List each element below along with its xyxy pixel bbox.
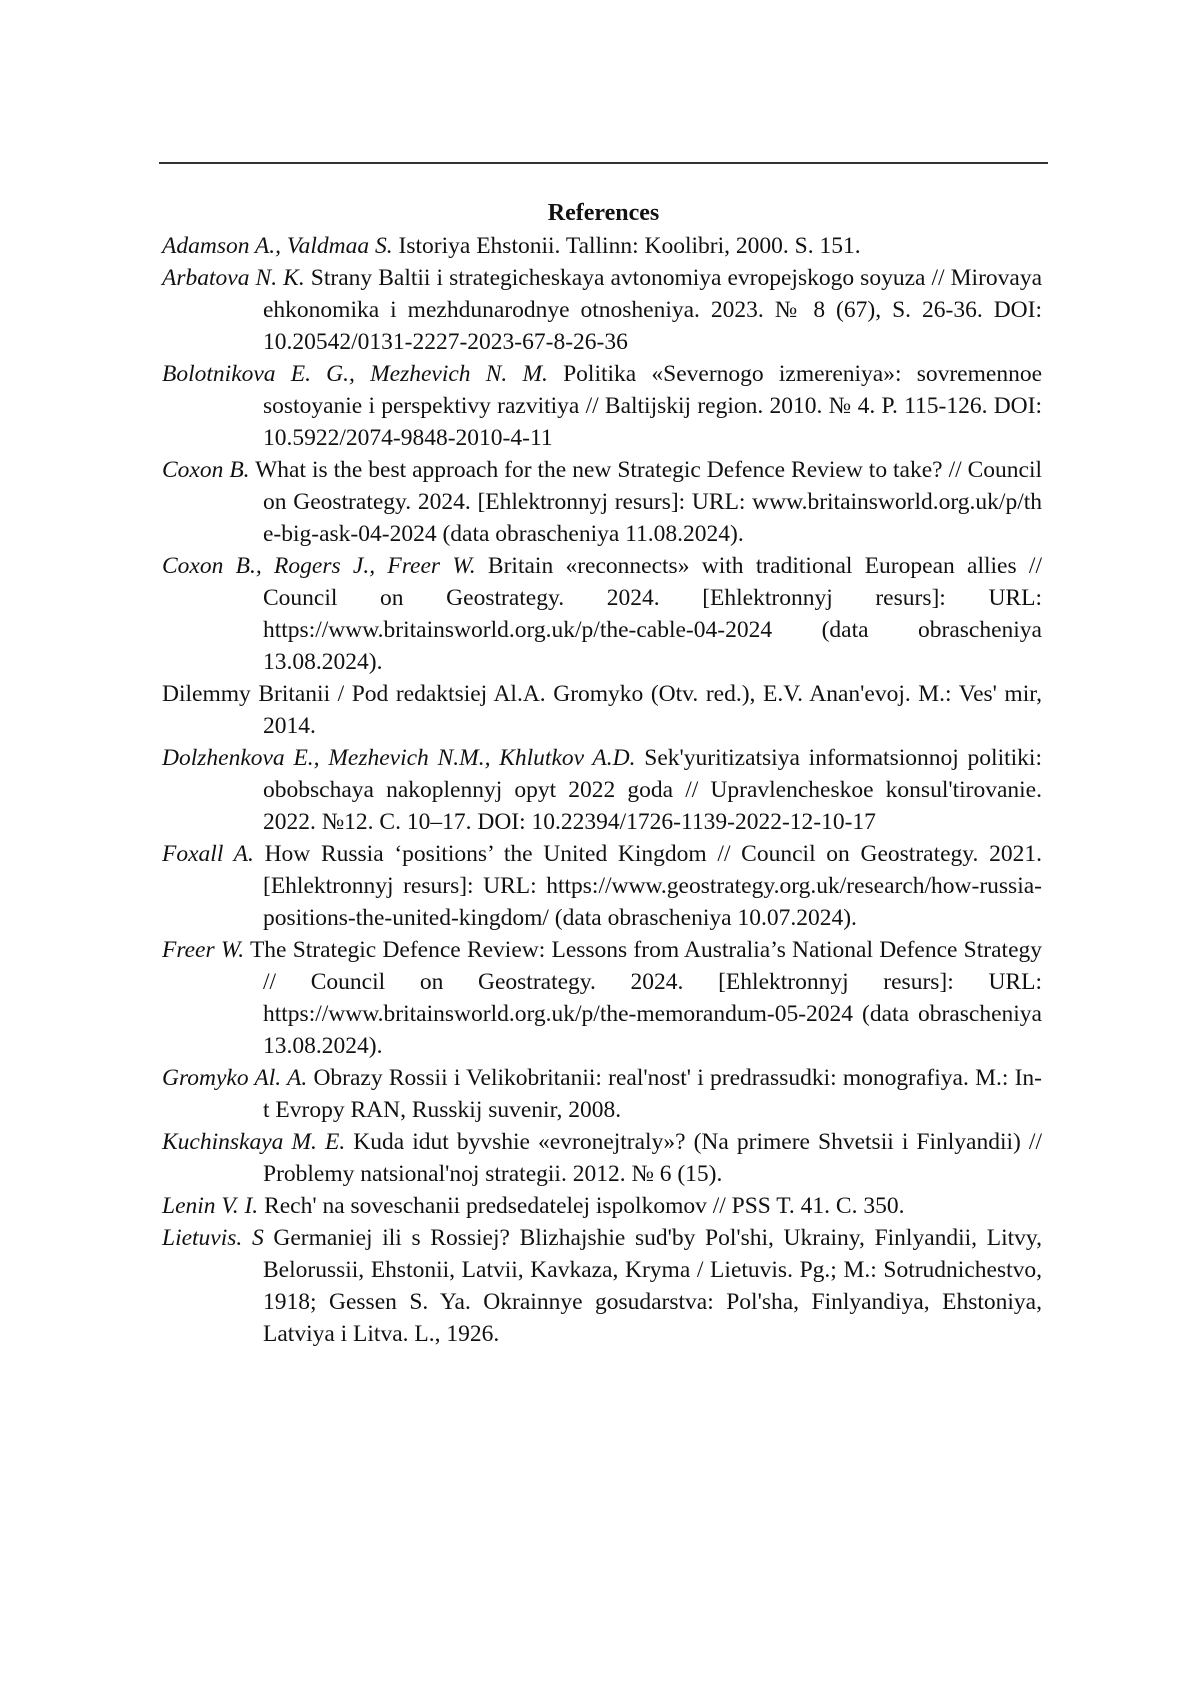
reference-text: Strany Baltii i strategicheskaya avtonomiya evropejskogo soyuza // Mirovaya ehkonomika i mezhdunarodnye otnosheniya. 2023. № 8 (67), S. 26-36. DOI: 10.20542/0131-2227-2023-67-8-26-36	[263, 265, 1042, 355]
reference-authors: Kuchinskaya M. E.	[162, 1129, 345, 1155]
reference-authors: Lenin V. I.	[162, 1193, 258, 1219]
reference-text: Germaniej ili s Rossiej? Blizhajshie sud'by Pol'shi, Ukrainy, Finlyandii, Litvy, Belorussii, Ehstonii, Latvii, Kavkaza, Kryma / Lietuvis. Pg.; M.: Sotrudnichestvo, 1918; Gessen S. Ya. Okrainnye gosudarstva: Pol'sha, Finlyandiya, Ehstoniya, Latviya i Litva. L., 1926.	[263, 1225, 1042, 1347]
reference-item	[162, 550, 1042, 678]
reference-item	[162, 230, 1042, 262]
reference-authors: Gromyko Al. A.	[162, 1065, 307, 1091]
reference-authors: Coxon B., Rogers J., Freer W.	[162, 553, 476, 579]
reference-item	[162, 1190, 1042, 1222]
reference-text: The Strategic Defence Review: Lessons from Australia’s National Defence Strategy // Council on Geostrategy. 2024. [Ehlektronnyj resurs]: URL: https://www.britainsworld.org.uk/p/the-memorandum-05-2024 (data obrascheniya 13.08.2024).	[244, 937, 1042, 1059]
reference-text: Obrazy Rossii i Velikobritanii: real'nost' i predrassudki: monografiya. M.: In-t Evropy RAN, Russkij suvenir, 2008.	[263, 1065, 1042, 1123]
reference-authors: Arbatova N. K.	[162, 265, 305, 291]
reference-authors: Lietuvis. S	[162, 1225, 264, 1251]
reference-text: How Russia ‘positions’ the United Kingdom // Council on Geostrategy. 2021.[Ehlektronnyj resurs]: URL: https://www.geostrategy.org.uk/research/how-russia-positions-the-united-kingdom/ (data obrascheniya 10.07.2024).	[254, 841, 1042, 931]
reference-text: Sek'yuritizatsiya informatsionnoj politiki: obobschaya nakoplennyj opyt 2022 goda // Upravlencheskoe konsul'tirovanie. 2022. №12. C. 10–17. DOI: 10.22394/1726-1139-2022-12-10-17	[263, 745, 1042, 835]
reference-item	[162, 678, 1042, 742]
reference-item	[162, 838, 1042, 934]
reference-authors: Bolotnikova E. G., Mezhevich N. M.	[162, 361, 548, 387]
reference-authors: Coxon B.	[162, 457, 250, 483]
reference-authors: Foxall A.	[162, 841, 254, 867]
reference-item	[162, 454, 1042, 550]
reference-item	[162, 1222, 1042, 1350]
reference-item	[162, 1062, 1042, 1126]
reference-text: Istoriya Ehstonii. Tallinn: Koolibri, 2000. S. 151.	[393, 233, 861, 259]
reference-item	[162, 1126, 1042, 1190]
page-title: References	[159, 197, 1048, 229]
reference-text: Britain «reconnects» with traditional European allies // Council on Geostrategy. 2024. [Ehlektronnyj resurs]: URL: https://www.britainsworld.org.uk/p/the-cable-04-2024 (data obrascheniya 13.08.2024).	[263, 553, 1042, 675]
reference-text: Politika «Severnogo izmereniya»: sovremennoe sostoyanie i perspektivy razvitiya // Baltijskij region. 2010. № 4. P. 115-126. DOI: 10.5922/2074-9848-2010-4-11	[263, 361, 1042, 451]
reference-text: What is the best approach for the new Strategic Defence Review to take? // Council on Geostrategy. 2024. [Ehlektronnyj resurs]: URL: www.britainsworld.org.uk/p/the-big-ask-04-2024 (data obrascheniya 11.08.2024).	[250, 457, 1042, 547]
header-rule	[159, 162, 1048, 164]
reference-list	[162, 230, 1042, 1350]
reference-item	[162, 358, 1042, 454]
reference-item	[162, 262, 1042, 358]
reference-item	[162, 934, 1042, 1062]
reference-authors: Adamson A., Valdmaa S.	[162, 233, 393, 259]
reference-item	[162, 742, 1042, 838]
reference-authors: Freer W.	[162, 937, 244, 963]
reference-text: Rech' na soveschanii predsedatelej ispolkomov // PSS T. 41. C. 350.	[258, 1193, 904, 1219]
reference-authors: Dolzhenkova E., Mezhevich N.M., Khlutkov A.D.	[162, 745, 635, 771]
reference-text: Dilemmy Britanii / Pod redaktsiej Al.A. Gromyko (Otv. red.), E.V. Anan'evoj. M.: Ves' mir, 2014.	[162, 681, 1042, 739]
reference-text: Kuda idut byvshie «evronejtraly»? (Na primere Shvetsii i Finlyandii) // Problemy natsional'noj strategii. 2012. № 6 (15).	[263, 1129, 1042, 1187]
